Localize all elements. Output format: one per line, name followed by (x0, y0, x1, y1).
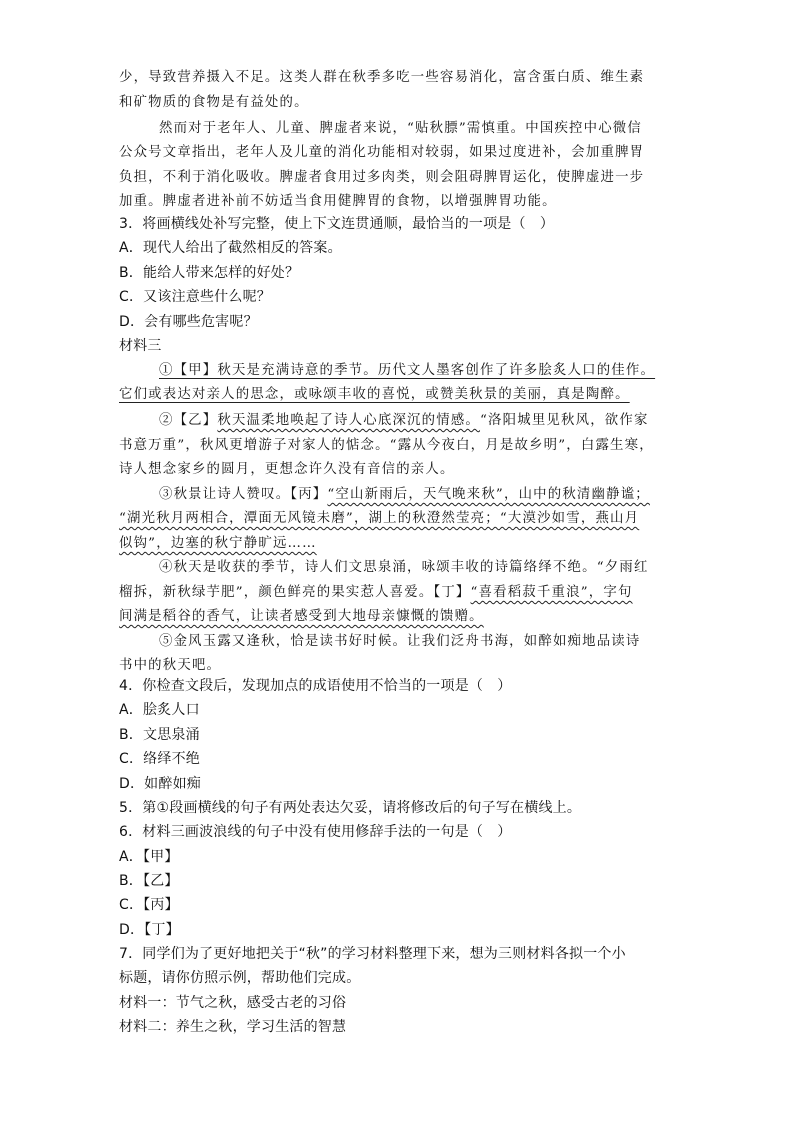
text-line (119, 383, 630, 402)
question-3-option-b: B．能给人带来怎样的好处？ (119, 265, 300, 281)
text-line: 少，导致营养摄入不足。这类人群在秋季多吃一些容易消化，富含蛋白质、维生素 (119, 70, 645, 85)
question-6-option-d: D．【丁】 (119, 922, 180, 938)
question-7-example: 材料一：节气之秋，感受古老的习俗 (119, 995, 347, 1011)
question-5-stem: 5．第①段画横线的句子有两处表达欠妥，请将修改后的句子写在横线上。 (119, 800, 582, 816)
text-line: 然而对于老年人、儿童、脾虚者来说，“贴秋膘”需慎重。中国疾控中心微信 (159, 121, 642, 136)
text-line: ③秋景让诗人赞叹。【丙】“空山新雨后，天气晚来秋”，山中的秋清幽静谧； (159, 487, 650, 502)
text-line: 加重。脾虚者进补前不妨适当食用健脾胃的食物，以增强脾胃功能。 (119, 194, 557, 209)
question-4-stem: 4．你检查文段后，发现加点的成语使用不恰当的一项是（ ） (119, 678, 512, 694)
text-line: 书中的秋天吧。 (119, 658, 222, 673)
question-4-option-d: D．如醉如痴 (119, 776, 201, 792)
question-7-stem: 标题，请你仿照示例，帮助他们完成。 (119, 970, 361, 986)
text-line: ②【乙】秋天温柔地唤起了诗人心底深沉的情感。“洛阳城里见秋风，欲作家 (159, 413, 649, 428)
wavy-sentence-ding: 间满是稻谷的香气，让读者感受到大地母亲慷慨的馈赠。 (119, 609, 484, 624)
wavy-sentence-ding: “喜看稻菽千重浪”，字句 (470, 585, 633, 600)
question-6-option-b: B．【乙】 (119, 873, 179, 889)
question-3-option-c: C．又该注意些什么呢？ (119, 289, 271, 305)
underlined-sentence: 它们或表达对亲人的思念，或咏颂丰收的喜悦，或赞美秋景的美丽，真是陶醉。 (119, 387, 630, 402)
wavy-sentence-bing: “空山新雨后，天气晚来秋”，山中的秋清幽静谧； (327, 487, 650, 502)
text-line: ⑤金风玉露又逢秋，恰是读书好时候。让我们泛舟书海，如醉如痴地品读诗 (159, 634, 641, 649)
underlined-sentence: ①【甲】秋天是充满诗意的季节。历代文人墨客创作了许多脍炙人口的佳作。 (159, 363, 656, 378)
question-3-stem: 3．将画横线处补写完整，使上下文连贯通顺，最恰当的一项是（ ） (119, 216, 555, 232)
text-line: 书意万重”，秋风更增游子对家人的惦念。“露从今夜白，月是故乡明”，白露生寒， (119, 438, 654, 453)
text-line (119, 605, 484, 624)
question-4-option-b: B．文思泉涌 (119, 727, 200, 743)
question-4-option-a: A．脍炙人口 (119, 702, 200, 718)
question-3-option-a: A．现代人给出了截然相反的答案。 (119, 240, 342, 256)
text-line (159, 359, 655, 378)
question-6-option-a: A．【甲】 (119, 849, 179, 865)
text-line: 公众号文章指出，老年人及儿童的消化功能相对较弱，如果过度进补，会加重脾胃 (119, 145, 645, 160)
question-6-option-c: C．【丙】 (119, 897, 179, 913)
text-line: ④秋天是收获的季节，诗人们文思泉涌，咏颂丰收的诗篇络绎不绝。“夕雨红 (159, 560, 649, 575)
wavy-sentence-yi: 秋天温柔地唤起了诗人心底深沉的情感。 (217, 413, 481, 428)
text-line: 负担，不利于消化吸收。脾虚者食用过多肉类，则会阻碍脾胃运化，使脾虚进一步 (119, 170, 645, 185)
question-7-stem: 7．同学们为了更好地把关于“秋”的学习材料整理下来，想为三则材料各拟一个小 (119, 946, 626, 962)
text-line: 诗人想念家乡的圆月，更想念许久没有音信的亲人。 (119, 462, 455, 477)
question-6-stem: 6．材料三画波浪线的句子中没有使用修辞手法的一句是（ ） (119, 824, 512, 840)
question-4-option-c: C．络绎不绝 (119, 751, 200, 767)
text-line (119, 507, 639, 526)
question-7-example: 材料二：养生之秋，学习生活的智慧 (119, 1019, 347, 1035)
text-line: 榴拆，新秋绿芋肥”，颜色鲜亮的果实惹人喜爱。【丁】“喜看稻菽千重浪”，字句 (119, 585, 633, 600)
wavy-sentence-bing: 似钩”，边塞的秋宁静旷远…… (119, 536, 317, 551)
wavy-sentence-bing: “湖光秋月两相合，潭面无风镜未磨”，湖上的秋澄然莹亮；“大漠沙如雪，燕山月 (119, 511, 640, 526)
material-3-heading: 材料三 (119, 338, 162, 354)
text-line (119, 532, 317, 551)
text-line: 和矿物质的食物是有益处的。 (119, 95, 309, 110)
question-3-option-d: D．会有哪些危害呢？ (119, 314, 258, 330)
